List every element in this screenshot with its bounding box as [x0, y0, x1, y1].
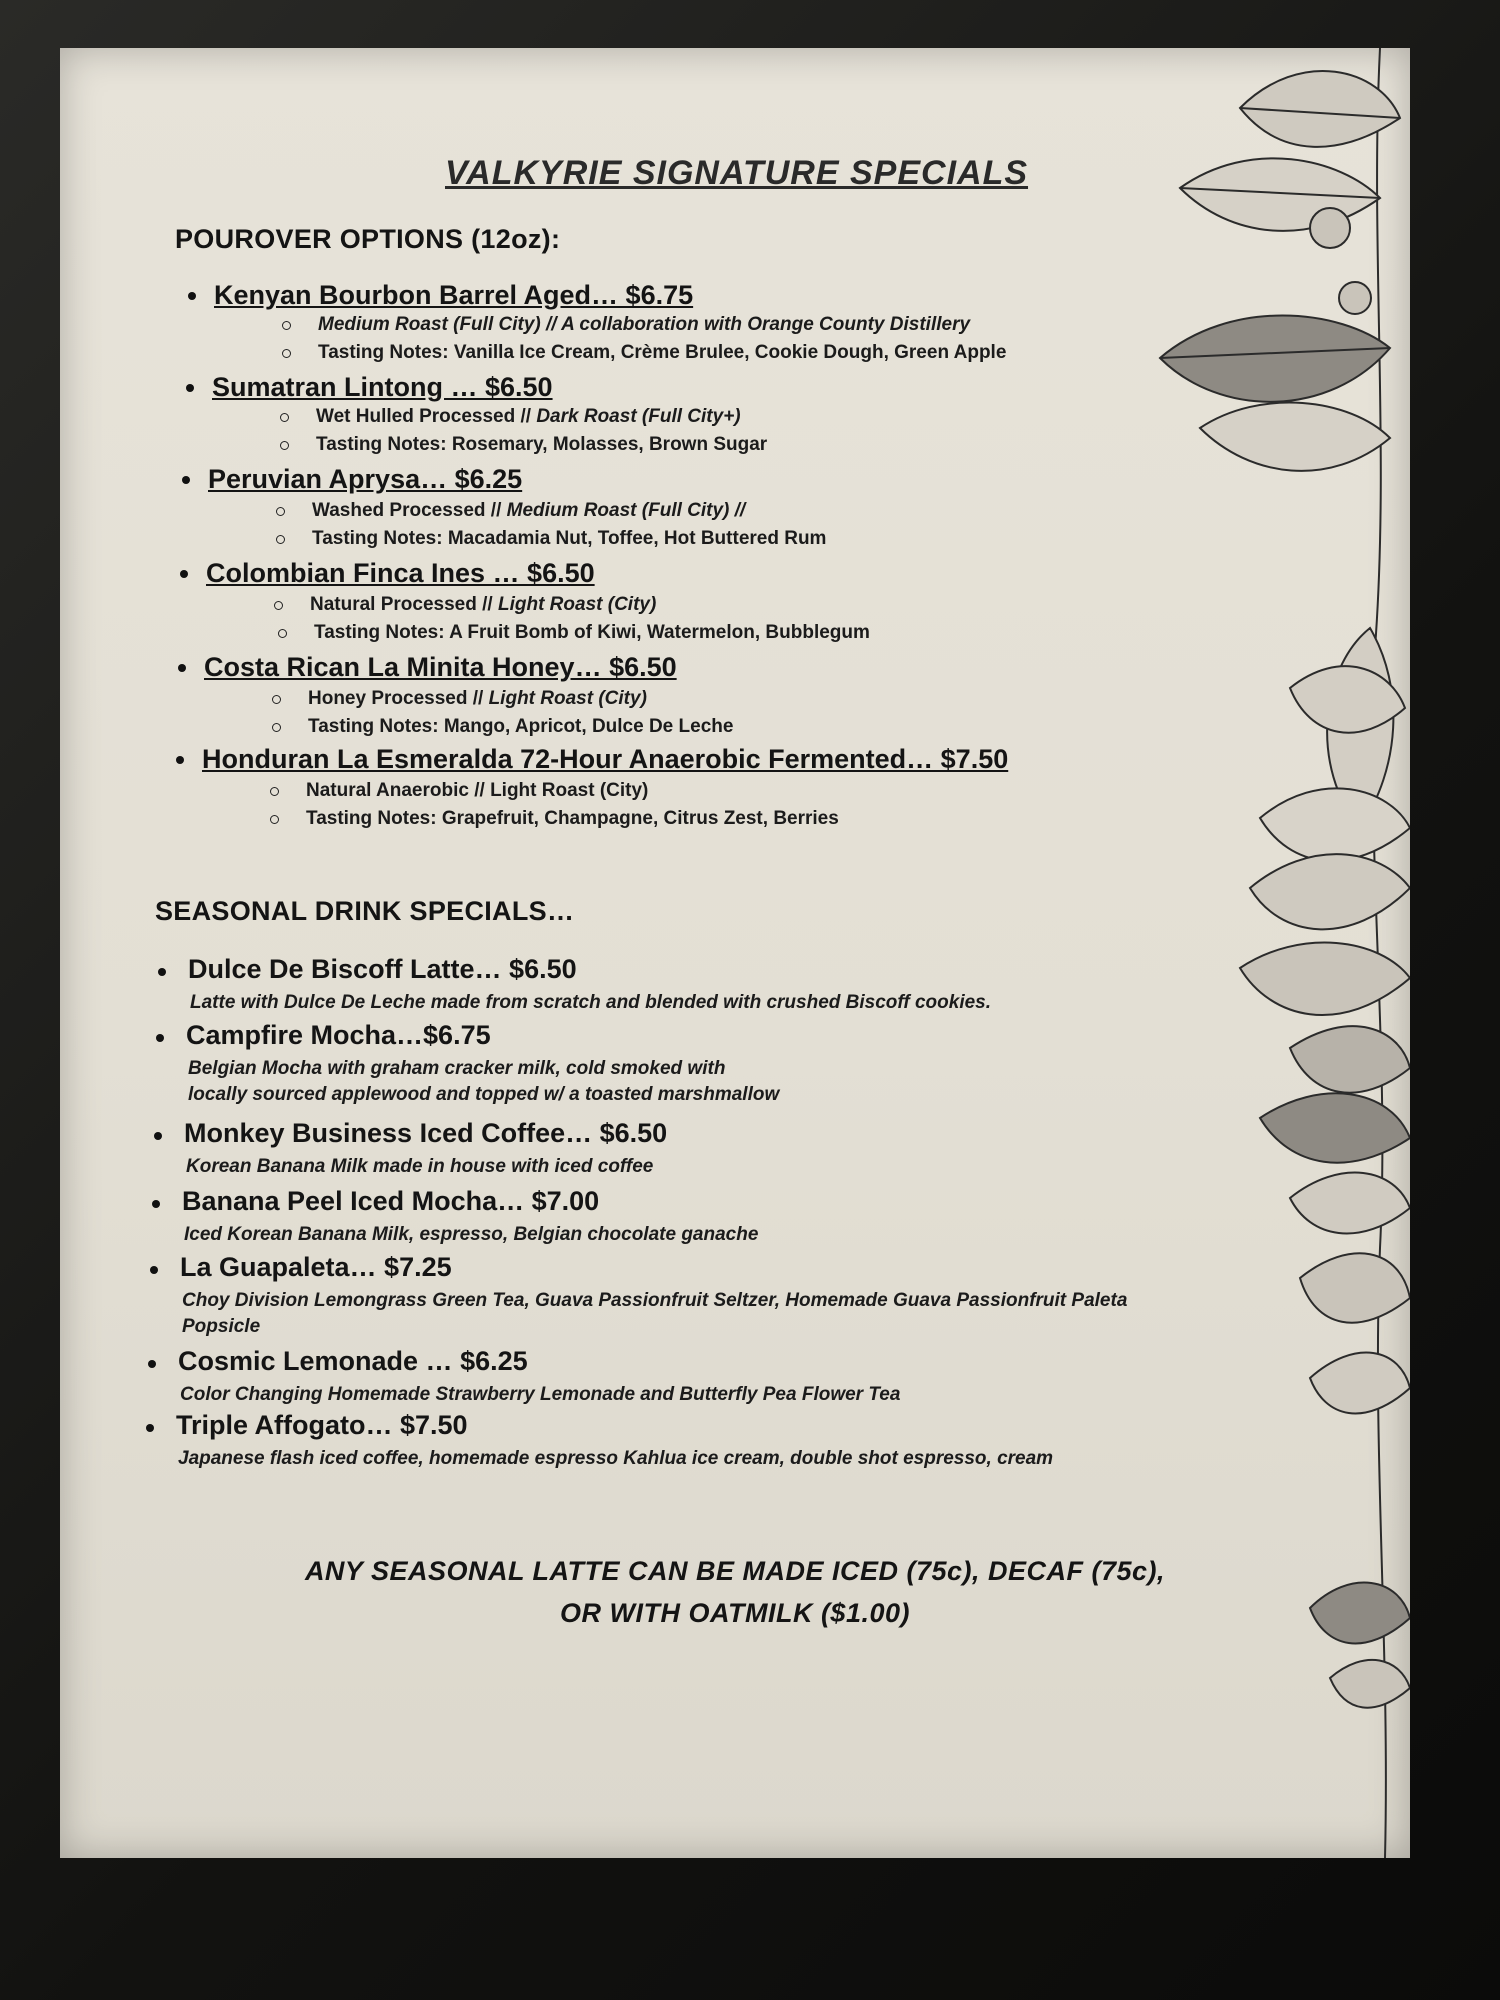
bullet-icon [150, 1266, 158, 1274]
item-description: Latte with Dulce De Leche made from scratch and blended with crushed Biscoff cookies. [190, 992, 992, 1013]
menu-title: VALKYRIE SIGNATURE SPECIALS [445, 154, 1029, 192]
circle-bullet-icon [270, 787, 279, 796]
item-description: Iced Korean Banana Milk, espresso, Belgian chocolate ganache [184, 1224, 759, 1245]
bullet-icon [148, 1360, 156, 1368]
item-tasting-notes: Tasting Notes: A Fruit Bomb of Kiwi, Watermelon, Bubblegum [314, 622, 870, 644]
circle-bullet-icon [282, 321, 291, 330]
item-name: Banana Peel Iced Mocha… $7.00 [182, 1186, 600, 1216]
item-tasting-notes: Tasting Notes: Mango, Apricot, Dulce De Leche [308, 716, 733, 738]
item-tasting-notes: Tasting Notes: Grapefruit, Champagne, Citrus Zest, Berries [306, 808, 839, 830]
item-description: Belgian Mocha with graham cracker milk, cold smoked with [188, 1058, 726, 1079]
seasonal-item [178, 1346, 901, 1405]
seasonal-item [184, 1118, 668, 1177]
circle-bullet-icon [270, 815, 279, 824]
menu-paper [60, 48, 1410, 1858]
item-name: Campfire Mocha…$6.75 [186, 1020, 491, 1050]
bullet-icon [188, 292, 196, 300]
item-name: Kenyan Bourbon Barrel Aged… $6.75 [214, 280, 694, 310]
seasonal-item [188, 954, 992, 1013]
item-description: Color Changing Homemade Strawberry Lemonade and Butterfly Pea Flower Tea [180, 1384, 901, 1405]
bullet-icon [182, 476, 190, 484]
item-tasting-notes: Tasting Notes: Rosemary, Molasses, Brown Sugar [316, 434, 767, 456]
item-detail: Wet Hulled Processed // Dark Roast (Full City+) [316, 406, 741, 428]
bullet-icon [154, 1132, 162, 1140]
bullet-icon [176, 756, 184, 764]
circle-bullet-icon [280, 441, 289, 450]
bullet-icon [156, 1034, 164, 1042]
item-detail: Honey Processed // Light Roast (City) [308, 688, 647, 710]
bullet-icon [152, 1200, 160, 1208]
bullet-icon [178, 664, 186, 672]
item-name: Monkey Business Iced Coffee… $6.50 [184, 1118, 668, 1148]
circle-bullet-icon [276, 535, 285, 544]
item-description: Korean Banana Milk made in house with iced coffee [186, 1156, 654, 1177]
bullet-icon [180, 570, 188, 578]
seasonal-item [182, 1186, 759, 1245]
item-name: Honduran La Esmeralda 72-Hour Anaerobic Fermented… $7.50 [202, 744, 1009, 774]
item-name: La Guapaleta… $7.25 [180, 1252, 452, 1282]
item-name: Colombian Finca Ines … $6.50 [206, 558, 595, 588]
item-description-continued: Popsicle [182, 1316, 261, 1337]
item-tasting-notes: Tasting Notes: Vanilla Ice Cream, Crème Brulee, Cookie Dough, Green Apple [318, 342, 1006, 364]
item-detail: Natural Anaerobic // Light Roast (City) [306, 780, 648, 802]
item-description: Choy Division Lemongrass Green Tea, Guava Passionfruit Seltzer, Homemade Guava Passionfruit Paleta [182, 1290, 1128, 1311]
seasonal-item [180, 1252, 1128, 1337]
item-description: Japanese flash iced coffee, homemade espresso Kahlua ice cream, double shot espresso, cream [178, 1448, 1054, 1469]
bullet-icon [186, 384, 194, 392]
seasonal-item [186, 1020, 780, 1105]
footer-note-line-1: ANY SEASONAL LATTE CAN BE MADE ICED (75c), DECAF (75c), [304, 1556, 1166, 1586]
circle-bullet-icon [274, 601, 283, 610]
footer-note-line-2: OR WITH OATMILK ($1.00) [559, 1598, 910, 1628]
pourover-heading: POUROVER OPTIONS (12oz): [175, 224, 561, 254]
item-detail: Natural Processed // Light Roast (City) [310, 594, 656, 616]
item-name: Cosmic Lemonade … $6.25 [178, 1346, 528, 1376]
item-detail: Washed Processed // Medium Roast (Full City) // [312, 500, 745, 522]
circle-bullet-icon [272, 695, 281, 704]
circle-bullet-icon [282, 349, 291, 358]
item-name: Dulce De Biscoff Latte… $6.50 [188, 954, 577, 984]
bullet-icon [158, 968, 166, 976]
menu-content [60, 48, 1410, 1858]
circle-bullet-icon [280, 413, 289, 422]
item-name: Costa Rican La Minita Honey… $6.50 [204, 652, 677, 682]
bullet-icon [146, 1424, 154, 1432]
seasonal-item [176, 1410, 1054, 1469]
circle-bullet-icon [272, 723, 281, 732]
circle-bullet-icon [276, 507, 285, 516]
item-description-continued: locally sourced applewood and topped w/ a toasted marshmallow [188, 1084, 780, 1105]
item-name: Sumatran Lintong … $6.50 [212, 372, 553, 402]
item-tasting-notes: Tasting Notes: Macadamia Nut, Toffee, Hot Buttered Rum [312, 528, 826, 550]
item-name: Peruvian Aprysa… $6.25 [208, 464, 523, 494]
item-name: Triple Affogato… $7.50 [176, 1410, 468, 1440]
seasonal-heading: SEASONAL DRINK SPECIALS… [155, 896, 575, 926]
circle-bullet-icon [278, 629, 287, 638]
item-detail: Medium Roast (Full City) // A collaboration with Orange County Distillery [318, 314, 970, 336]
